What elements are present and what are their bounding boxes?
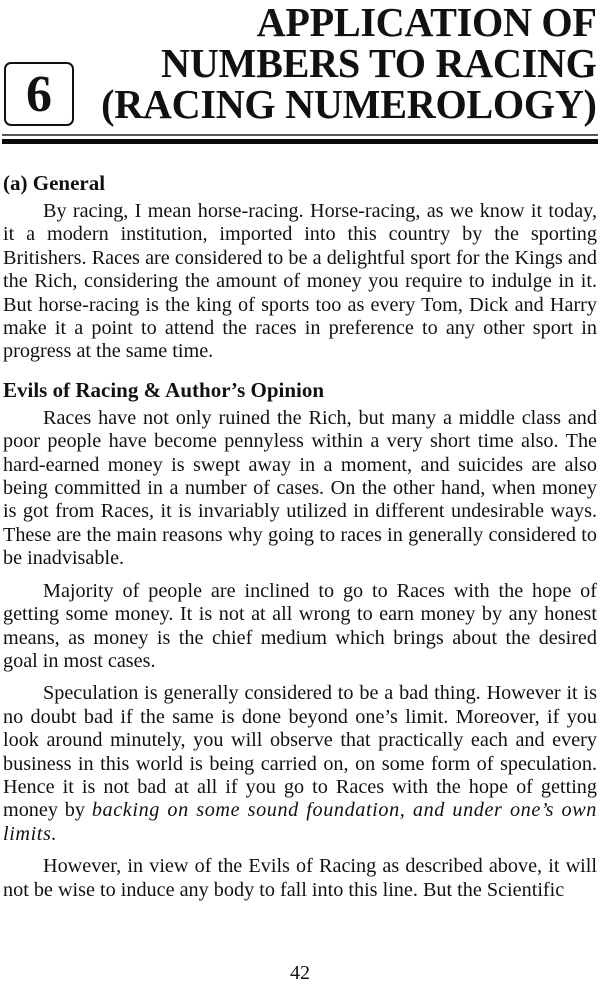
chapter-title-line-3: (RACING NUMEROLOGY) [101,81,597,127]
header-divider-thin [2,134,598,136]
emphasized-text: backing on some sound foundation, and under one’s own limits. [3,799,598,845]
chapter-title-line-2: NUMBERS TO RACING [161,40,598,86]
page-number: 42 [290,962,310,984]
paragraph: Races have not only ruined the Rich, but many a middle class and poor people have become pennyless within a very short time also. The hard-earned money is swept away in a moment, and suicides are also being committed in a number of cases. On the other hand, when money is got from Races, it is invariably utilized in different undesirable ways. These are the main reasons why going to races in generally considered to be inadvisable. [3,406,597,570]
section-heading-evils-of-racing: Evils of Racing & Author’s Opinion [3,377,325,402]
chapter-number-box [4,62,74,126]
header-divider-thick [2,139,598,144]
paragraph: However, in view of the Evils of Racing as described above, it will not be wise to induce any body to fall into this line. But the Scientific [3,855,597,901]
chapter-number: 6 [26,66,52,123]
section-heading-general: (a) General [3,171,106,195]
paragraph: Majority of people are inclined to go to Races with the hope of getting some money. It is not at all wrong to earn money by any honest means, as money is the chief medium which brings about the desired goal in most cases. [3,579,597,672]
chapter-body [3,171,597,911]
paragraph-speculation [3,682,597,846]
chapter-title [101,2,597,125]
chapter-title-line-1: APPLICATION OF [256,0,597,45]
paragraph: By racing, I mean horse-racing. Horse-racing, as we know it today, it a modern institution, imported into this country by the sporting Britishers. Races are considered to be a delightful sport for the Kings and the Rich, considering the amount of money you require to indulge in it. But horse-racing is the king of sports too as every Tom, Dick and Harry make it a point to attend the races in preference to any other sport in progress at the same time. [3,200,597,363]
paragraph-text: Speculation is generally considered to be a bad thing. However it is no doubt bad if the same is done beyond one’s limit. Moreover, if you look around minutely, you will observe that practically each and every business in this world is being carried on, on some form of speculation. Hence it is not bad at all if you go to Races with the hope of getting money by [3,682,597,822]
